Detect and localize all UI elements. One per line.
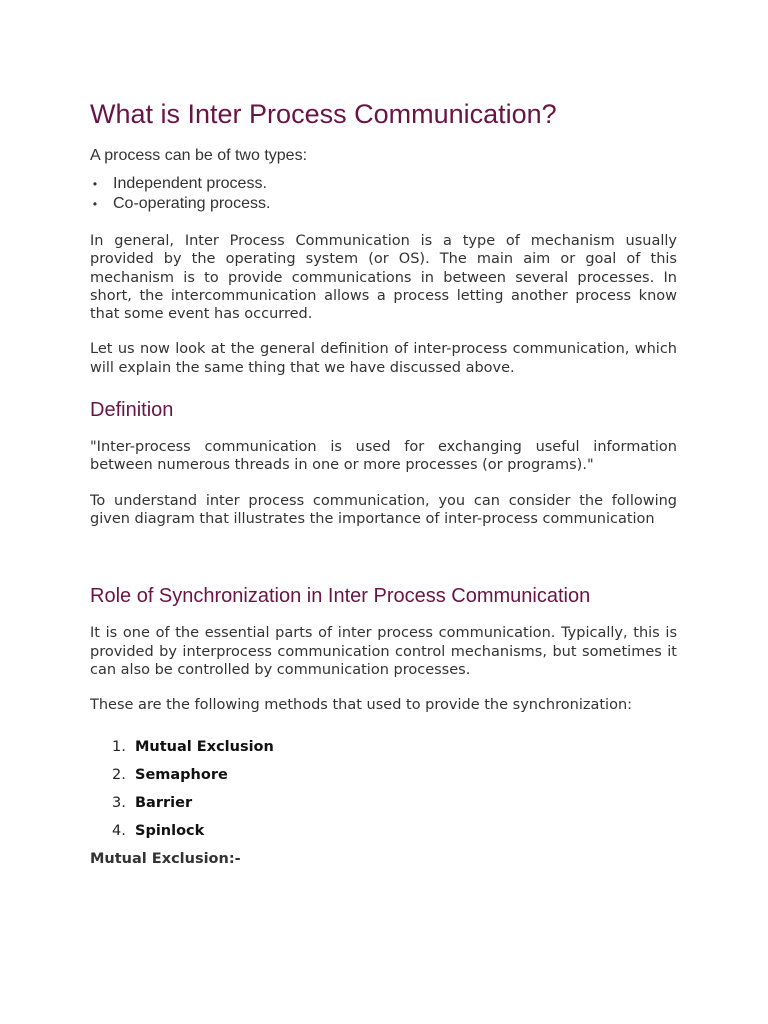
general-paragraph: In general, Inter Process Communication is a type of mechanism usually provided by the operating system (or OS). The main aim or goal of this mechanism is to provide communications in between several processes. In short, the intercommunication allows a process letting another process know that some event has occurred. <box>90 233 677 323</box>
list-item <box>90 766 677 784</box>
synchronization-paragraph: It is one of the essential parts of inter process communication. Typically, this is provided by interprocess communication control mechanisms, but sometimes it can also be controlled by communication processes. <box>90 625 677 678</box>
list-item-label: Mutual Exclusion <box>135 739 274 756</box>
list-item-number: 2. <box>112 767 126 784</box>
mutual-exclusion-heading: Mutual Exclusion:- <box>90 851 241 868</box>
look-paragraph: Let us now look at the general definition of inter-process communication, which will explain the same thing that we have discussed above. <box>90 341 677 376</box>
list-item-label: Spinlock <box>135 823 205 840</box>
list-item-label: Co-operating process. <box>113 195 271 212</box>
definition-heading: Definition <box>90 399 174 422</box>
list-item-label: Independent process. <box>113 175 267 192</box>
definition-quote: "Inter-process communication is used for exchanging useful information between numerous threads in one or more processes (or programs)." <box>90 439 677 474</box>
list-item <box>90 822 677 840</box>
list-item <box>90 794 677 812</box>
list-item-number: 4. <box>112 823 126 840</box>
list-item-label: Semaphore <box>135 767 228 784</box>
list-item-number: 1. <box>112 739 126 756</box>
document-page <box>90 96 677 868</box>
list-item <box>90 738 677 756</box>
list-item <box>90 194 677 214</box>
list-item-label: Barrier <box>135 795 193 812</box>
diagram-paragraph: To understand inter process communication, you can consider the following given diagram that illustrates the importance of inter-process communication <box>90 492 677 527</box>
bullet-icon: • <box>92 197 98 211</box>
list-item <box>90 174 677 194</box>
process-types-list <box>90 174 677 214</box>
methods-list <box>90 738 677 840</box>
list-item-number: 3. <box>112 795 126 812</box>
methods-intro-paragraph: These are the following methods that used to provide the synchronization: <box>90 697 633 714</box>
page-title: What is Inter Process Communication? <box>90 99 557 129</box>
intro-text: A process can be of two types: <box>90 147 308 164</box>
synchronization-heading: Role of Synchronization in Inter Process Communication <box>90 585 591 608</box>
bullet-icon: • <box>92 177 98 191</box>
